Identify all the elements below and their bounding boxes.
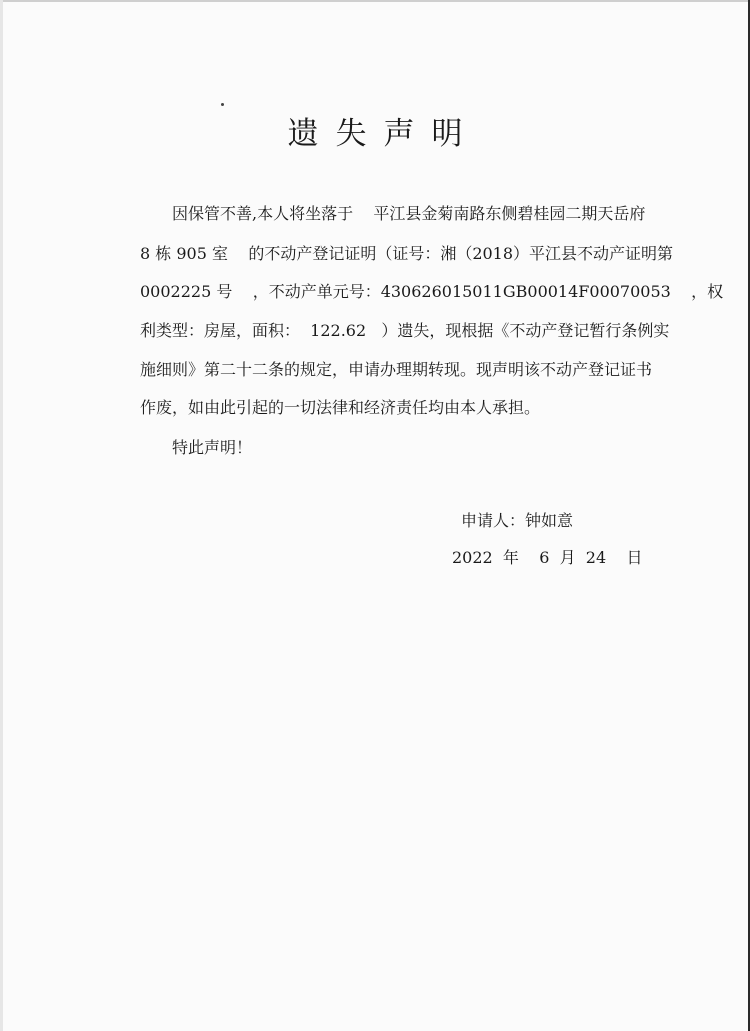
applicant-signature-line: 申请人：钟如意 <box>461 511 574 530</box>
closing-statement: 特此声明！ <box>172 438 253 457</box>
body-line-3: 0002225 号 ，不动产单元号：430626015011GB00014F00070053 ，权 <box>140 282 724 301</box>
declaration-date: 2022 年 6 月 24 日 <box>452 548 643 567</box>
page-top-edge <box>0 0 750 2</box>
body-line-6: 作废，如由此引起的一切法律和经济责任均由本人承担。 <box>140 398 541 417</box>
body-line-4: 利类型：房屋，面积： 122.62 ）遗失，现根据《不动产登记暂行条例实 <box>140 321 670 340</box>
ink-speck <box>221 103 224 106</box>
body-line-1: 因保管不善,本人将坐落于 平江县金菊南路东侧碧桂园二期天岳府 <box>172 204 646 223</box>
document-title: 遗失声明 <box>287 116 480 152</box>
body-line-5: 施细则》第二十二条的规定，申请办理期转现。现声明该不动产登记证书 <box>140 360 653 379</box>
page-left-edge <box>0 0 3 1031</box>
body-line-2: 8 栋 905 室 的不动产登记证明（证号：湘（2018）平江县不动产证明第 <box>140 244 674 263</box>
